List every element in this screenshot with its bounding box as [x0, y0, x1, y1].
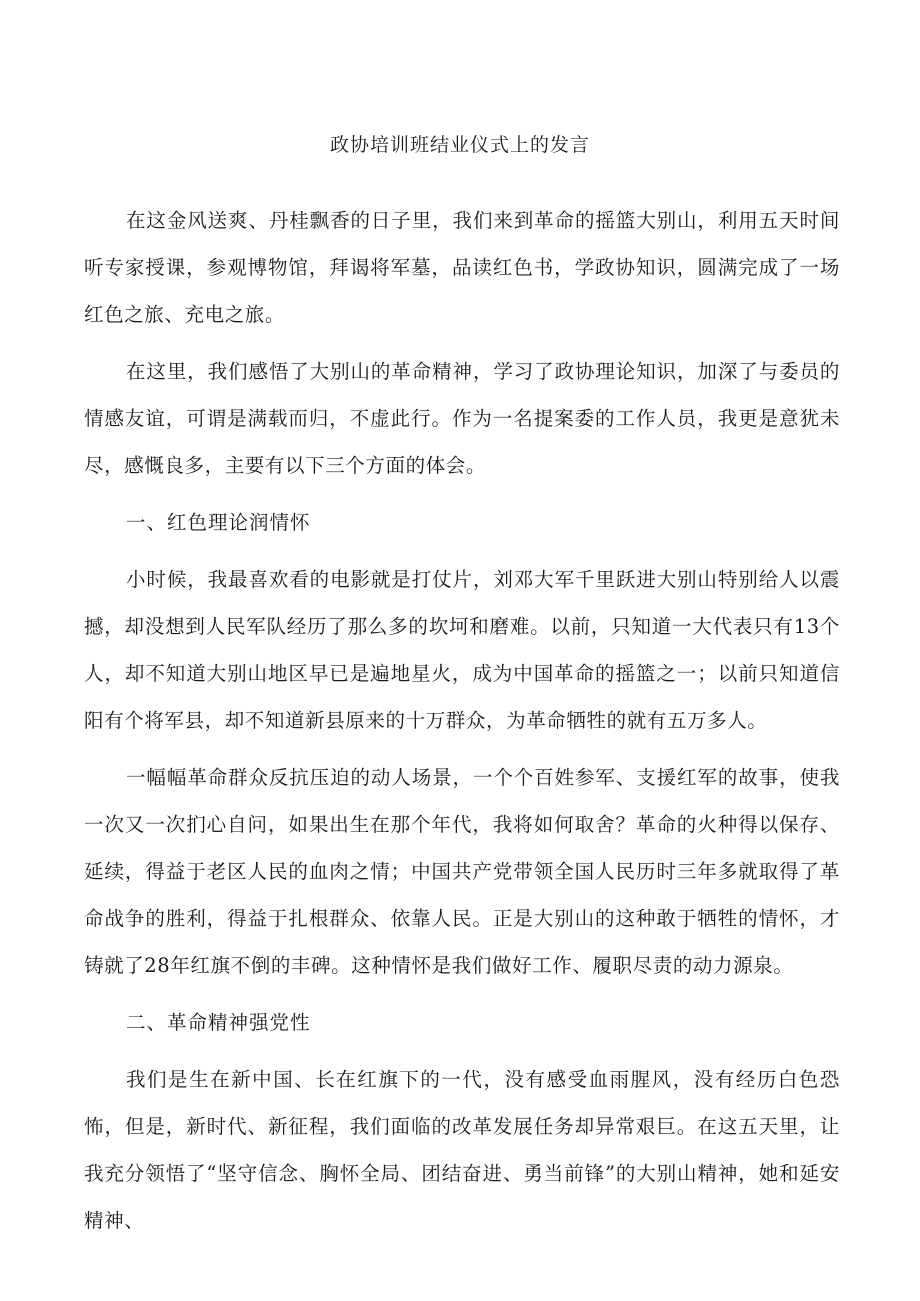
section-heading-1: 一、红色理论润情怀 — [126, 511, 311, 534]
paragraph-new-era: 我们是生在新中国、长在红旗下的一代，没有感受血雨腥风，没有经历白色恐怖，但是，新时代、新征程，我们面临的改革发展任务却异常艰巨。在这五天里，让我充分领悟了“坚守信念、胸怀全局、团结奋进、勇当前锋”的大别山精神，她和延安精神、 — [84, 1068, 840, 1232]
section-heading-2: 二、革命精神强党性 — [126, 1011, 311, 1034]
paragraph-reflection: 在这里，我们感悟了大别山的革命精神，学习了政协理论知识，加深了与委员的情感友谊，可谓是满载而归，不虚此行。作为一名提案委的工作人员，我更是意犹未尽，感慨良多，主要有以下三个方面的体会。 — [84, 360, 840, 477]
document-body — [84, 197, 840, 1254]
paragraph-intro: 在这金风送爽、丹桂飘香的日子里，我们来到革命的摇篮大别山，利用五天时间听专家授课，参观博物馆，拜谒将军墓，品读红色书，学政协知识，圆满完成了一场红色之旅、充电之旅。 — [84, 209, 840, 326]
paragraph-revolution-scenes: 一幅幅革命群众反抗压迫的动人场景，一个个百姓参军、支援红军的故事，使我一次又一次扪心自问，如果出生在那个年代，我将如何取舍？革命的火种得以保存、延续，得益于老区人民的血肉之情；中国共产党带领全国人民历时三年多就取得了革命战争的胜利，得益于扎根群众、依靠人民。正是大别山的这种敢于牺牲的情怀，才铸就了28年红旗不倒的丰碑。这种情怀是我们做好工作、履职尽责的动力源泉。 — [84, 766, 840, 977]
paragraph-childhood: 小时候，我最喜欢看的电影就是打仗片，刘邓大军千里跃进大别山特别给人以震撼，却没想到人民军队经历了那么多的坎坷和磨难。以前，只知道一大代表只有13个人，却不知道大别山地区早已是遍地星火，成为中国革命的摇篮之一；以前只知道信阳有个将军县，却不知道新县原来的十万群众，为革命牺牲的就有五万多人。 — [84, 568, 840, 732]
document-title: 政协培训班结业仪式上的发言 — [329, 134, 590, 156]
